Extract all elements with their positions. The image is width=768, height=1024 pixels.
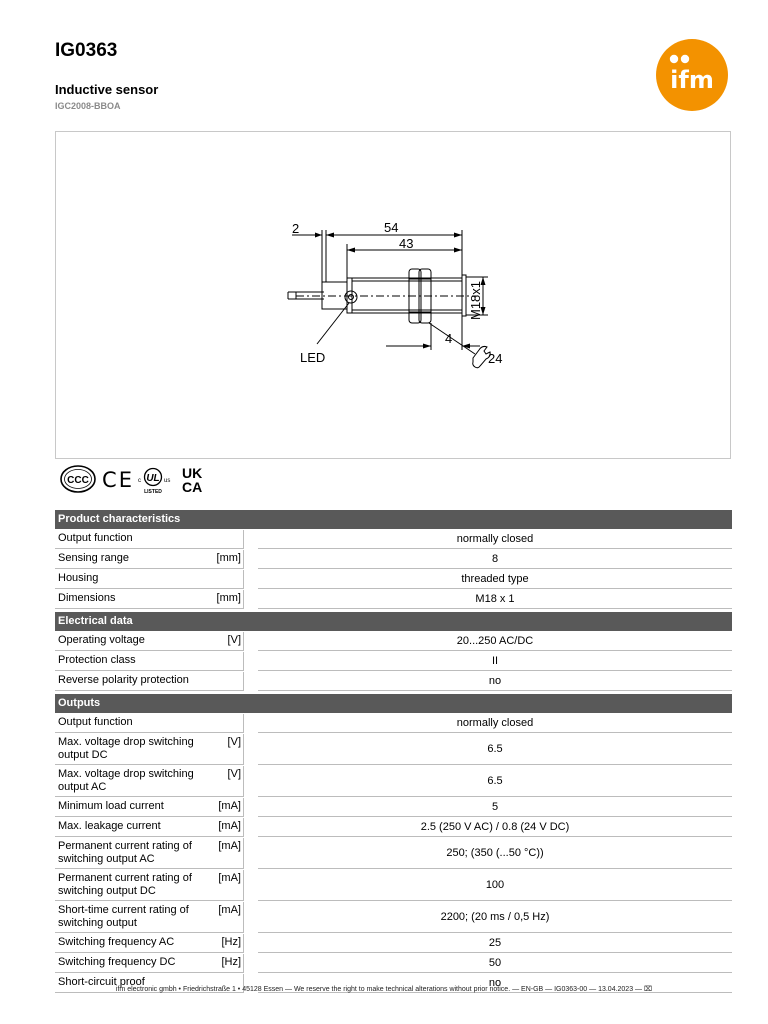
table-row <box>55 934 732 953</box>
svg-text:UK: UK <box>182 465 203 481</box>
row-value: threaded type <box>258 570 732 589</box>
logo-text: ifm <box>670 66 714 94</box>
table-row <box>55 530 732 549</box>
table-row <box>55 672 732 691</box>
row-unit <box>205 530 243 548</box>
table-row <box>55 838 732 869</box>
row-value: M18 x 1 <box>258 590 732 609</box>
row-value: normally closed <box>258 530 732 549</box>
row-unit: [mA] <box>218 820 241 832</box>
row-label: Switching frequency AC <box>58 936 175 948</box>
row-unit: [Hz] <box>221 936 241 948</box>
row-unit <box>205 714 243 732</box>
table-row <box>55 550 732 569</box>
row-label: Max. voltage drop switching output AC <box>58 768 194 793</box>
row-label: Short-circuit proof <box>58 976 145 988</box>
row-value: no <box>258 672 732 691</box>
row-label: Housing <box>58 572 99 584</box>
ifm-logo <box>655 38 729 112</box>
footer-mark-icon: ⌧ <box>644 986 653 993</box>
row-label: Minimum load current <box>58 800 164 812</box>
dim-thread: M18x1 <box>468 280 483 320</box>
product-title: IG0363 <box>55 40 118 61</box>
row-value: no <box>258 974 732 993</box>
table-row <box>55 766 732 797</box>
table-row <box>55 714 732 733</box>
svg-text:us: us <box>164 478 171 484</box>
svg-text:LISTED: LISTED <box>144 489 162 495</box>
table-row <box>55 652 732 671</box>
row-unit: [mA] <box>218 872 241 884</box>
row-value: 250; (350 (...50 °C)) <box>258 838 732 869</box>
dim-43: 43 <box>399 236 414 251</box>
table-row <box>55 870 732 901</box>
row-label: Max. leakage current <box>58 820 161 832</box>
led-label: LED <box>300 350 326 365</box>
row-label: Protection class <box>58 654 136 666</box>
table-row <box>55 570 732 589</box>
specification-table <box>55 510 732 994</box>
table-row <box>55 590 732 609</box>
table-row <box>55 632 732 651</box>
certification-marks <box>60 463 220 495</box>
svg-text:UL: UL <box>146 473 160 484</box>
table-row <box>55 734 732 765</box>
row-unit <box>205 570 243 588</box>
row-unit: [V] <box>227 768 241 780</box>
row-label: Max. voltage drop switching output DC <box>58 736 194 761</box>
row-label: Switching frequency DC <box>58 956 176 968</box>
table-row <box>55 818 732 837</box>
row-unit: [V] <box>227 736 241 748</box>
row-value: 6.5 <box>258 766 732 797</box>
dim-4: 4 <box>445 331 453 346</box>
row-label: Output function <box>58 532 133 544</box>
ccc-mark <box>61 466 95 492</box>
row-label: Operating voltage <box>58 634 145 646</box>
page-footer <box>0 985 768 993</box>
row-value: 100 <box>258 870 732 901</box>
row-value: 50 <box>258 954 732 973</box>
table-row <box>55 902 732 933</box>
row-unit: [V] <box>227 634 241 646</box>
article-number: IGC2008-BBOA <box>55 101 121 111</box>
row-label: Permanent current rating of switching output DC <box>58 872 192 897</box>
ul-listed-mark <box>138 469 170 496</box>
row-value: 2.5 (250 V AC) / 0.8 (24 V DC) <box>258 818 732 837</box>
row-unit: [mA] <box>218 800 241 812</box>
row-value: 25 <box>258 934 732 953</box>
row-label: Output function <box>58 716 133 728</box>
table-row <box>55 798 732 817</box>
ce-mark: CE <box>102 468 132 492</box>
row-value: 2200; (20 ms / 0,5 Hz) <box>258 902 732 933</box>
row-unit: [Hz] <box>221 956 241 968</box>
row-label: Dimensions <box>58 592 116 604</box>
svg-text:CA: CA <box>182 479 203 495</box>
row-unit: [mm] <box>216 552 241 564</box>
section-header: Outputs <box>55 694 732 713</box>
dimension-drawing <box>55 131 731 459</box>
footer-text: ifm electronic gmbh • Friedrichstraße 1 • 45128 Essen — We reserve the right to make technical alterations without prior notice. — EN-GB — IG0363-00 — 13.04.2023 — <box>115 986 643 993</box>
dim-2: 2 <box>292 221 300 236</box>
svg-text:c: c <box>138 478 141 484</box>
row-unit: [mA] <box>218 840 241 852</box>
table-row <box>55 954 732 973</box>
row-label: Sensing range <box>58 552 129 564</box>
svg-text:CCC: CCC <box>67 475 89 486</box>
row-label: Short-time current rating of switching output <box>58 904 189 929</box>
row-unit: [mA] <box>218 904 241 916</box>
row-value: 5 <box>258 798 732 817</box>
dim-wrench: 24 <box>488 351 503 366</box>
row-value: 8 <box>258 550 732 569</box>
ukca-mark <box>182 465 202 495</box>
row-value: normally closed <box>258 714 732 733</box>
row-unit: [mm] <box>216 592 241 604</box>
section-header: Product characteristics <box>55 510 732 529</box>
row-unit <box>205 652 243 670</box>
product-subtitle: Inductive sensor <box>55 82 159 97</box>
row-label: Reverse polarity protection <box>58 674 189 686</box>
row-value: 6.5 <box>258 734 732 765</box>
row-value: 20...250 AC/DC <box>258 632 732 651</box>
dim-54: 54 <box>384 220 399 235</box>
row-value: II <box>258 652 732 671</box>
section-header: Electrical data <box>55 612 732 631</box>
row-unit <box>205 672 243 690</box>
row-label: Permanent current rating of switching output AC <box>58 840 192 865</box>
